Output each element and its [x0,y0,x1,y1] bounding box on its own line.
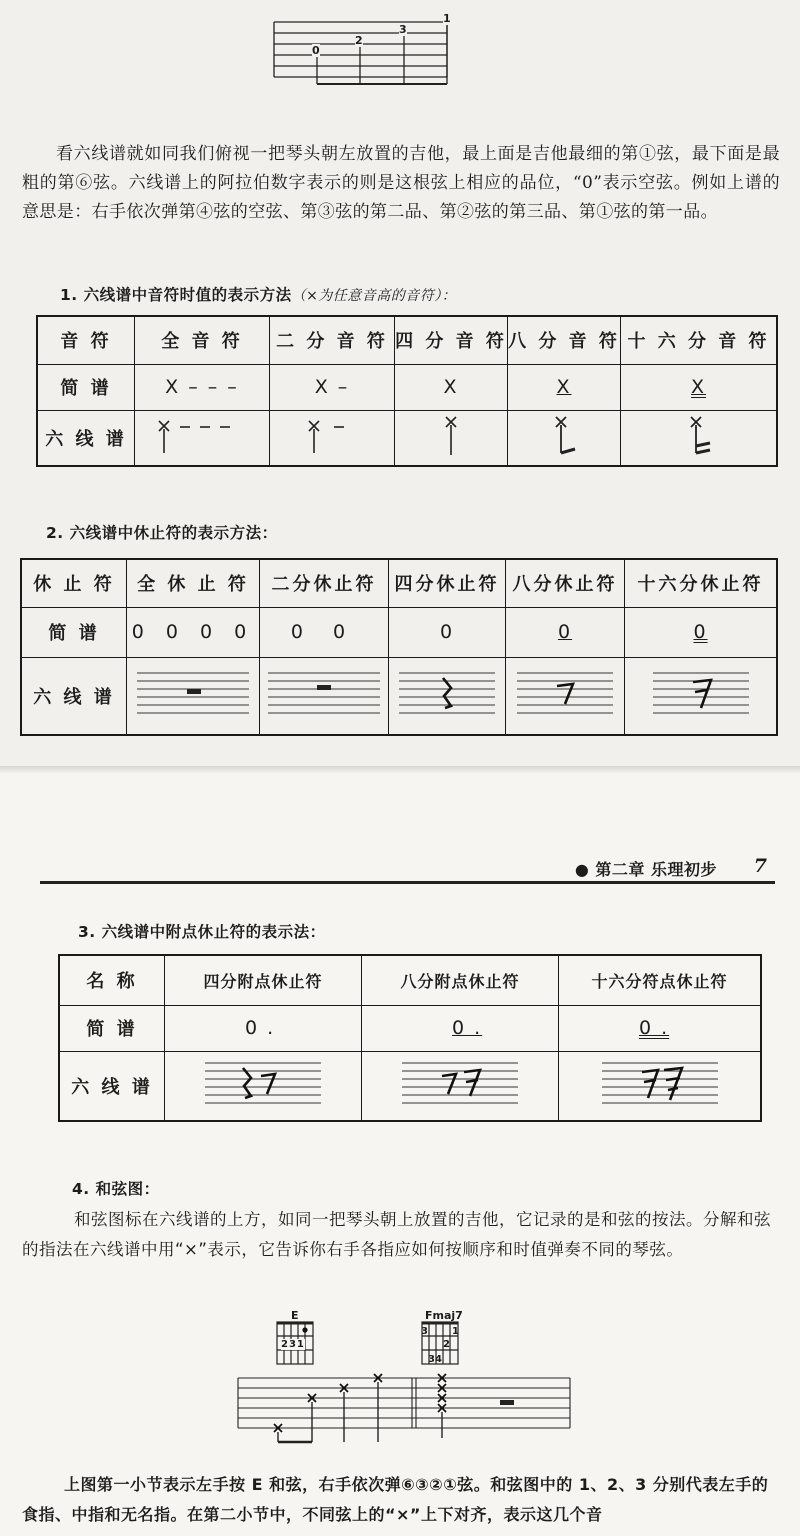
section-2-heading: 2. 六线谱中休止符的表示方法： [46,524,278,542]
eighth-rest-staff [517,668,613,718]
table-header: 四分休止符 [389,559,506,607]
table-header: 四 分 音 符 [395,316,508,364]
row-label: 简 谱 [59,1005,165,1051]
tab-dotted-eighth [362,1051,559,1121]
jianpu-cell: 0 [389,607,506,657]
header-rule [40,881,775,884]
chord-fmaj7-name: Fmaj7 [425,1309,463,1322]
section-1-heading [60,283,456,305]
table-header: 八分休止符 [506,559,625,607]
note-duration-table [36,315,778,467]
jianpu-cell: 0 . [362,1005,559,1051]
table-header: 四分附点休止符 [165,955,362,1005]
dotted-sixteenth-rest-staff [602,1058,718,1108]
tab-symbol-eighth [508,410,621,466]
section-1-title: 1. 六线谱中音符时值的表示方法 [60,286,292,304]
table-header: 八分附点休止符 [362,955,559,1005]
jianpu-cell: 0 . [165,1005,362,1051]
running-head [40,855,775,885]
tab-rest-half [260,657,389,735]
table-header: 二分休止符 [260,559,389,607]
section-4-heading: 4. 和弦图： [72,1180,160,1198]
section-1-note: （×为任意音高的音符）： [291,288,457,304]
half-rest-staff [268,668,380,718]
row-label: 六 线 谱 [21,657,127,735]
closing-paragraph: 上图第一小节表示左手按 E 和弦，右手依次弹⑥③②①弦。和弦图中的 1、2、3 分别代表左手的食指、中指和无名指。在第二小节中，不同弦上的“×”上下对齐，表示这几个音 [22,1475,769,1524]
row-label: 简 谱 [37,364,135,410]
jianpu-cell: X – [270,364,395,410]
tab-symbol-quarter [395,410,508,466]
chord-fmaj7-finger: 3 [421,1326,428,1337]
section-4-paragraph: 和弦图标在六线谱的上方，如同一把琴头朝上放置的吉他，它记录的是和弦的按法。分解和弦的指法在六线谱中用“×”表示，它告诉你右手各指应如何按顺序和时值弹奏不同的琴弦。 [22,1210,771,1259]
table-header: 休 止 符 [21,559,127,607]
table-header: 十 六 分 音 符 [621,316,778,364]
section-3-heading: 3. 六线谱中附点休止符的表示法： [78,923,326,941]
table-header: 二 分 音 符 [270,316,395,364]
chapter-title: ● 第二章 乐理初步 [574,860,717,879]
jianpu-cell: 0 0 0 0 [127,607,260,657]
table-header: 名 称 [59,955,165,1005]
chord-e-fingers: 231 [281,1339,305,1350]
jianpu-cell: 0 [506,607,625,657]
jianpu-cell: X [508,364,621,410]
whole-rest-staff [137,668,249,718]
tab-symbol-half [270,410,395,466]
chord-fmaj7-finger: 2 [443,1339,450,1350]
arpeggio-tab-staff [236,1370,576,1444]
table-header: 全 休 止 符 [127,559,260,607]
tab-dotted-sixteenth [559,1051,762,1121]
table-header: 十六分休止符 [625,559,778,607]
tab-example-staff [272,18,462,88]
quarter-note-tab-symbol [439,413,463,457]
chord-fmaj7-finger: 1 [452,1326,459,1337]
fret-number: 3 [399,23,407,36]
jianpu-cell: X – – – [135,364,270,410]
tab-symbol-sixteenth [621,410,778,466]
fret-number: 1 [443,12,451,25]
table-header: 全 音 符 [135,316,270,364]
jianpu-cell: X [395,364,508,410]
jianpu-cell: 0 0 [260,607,389,657]
row-label: 六 线 谱 [59,1051,165,1121]
dotted-eighth-rest-staff [402,1058,518,1108]
sixteenth-note-tab-symbol [684,413,714,457]
whole-note-tab-symbol [152,413,252,457]
page-number: 7 [753,855,767,877]
intro-paragraph: 看六线谱就如同我们俯视一把琴头朝左放置的吉他，最上面是吉他最细的第①弦，最下面是最粗的第⑥弦。六线谱上的阿拉伯数字表示的则是这根弦上相应的品位，“0”表示空弦。例如上谱的意思是：右手依次弹第④弦的空弦、第③弦的第二品、第②弦的第三品、第①弦的第一品。 [22,144,780,222]
fret-number: 2 [355,34,363,47]
sixteenth-rest-staff [653,668,749,718]
quarter-rest-staff [399,668,495,718]
chord-fmaj7-finger: 34 [428,1354,442,1365]
rest-table [20,558,778,736]
chord-e-name: E [291,1309,299,1322]
table-header: 八 分 音 符 [508,316,621,364]
page-seam [0,766,800,774]
row-label: 简 谱 [21,607,127,657]
dotted-quarter-rest-staff [205,1058,321,1108]
row-label: 六 线 谱 [37,410,135,466]
half-note-tab-symbol [302,413,362,457]
table-header: 十六分符点休止符 [559,955,762,1005]
eighth-note-tab-symbol [549,413,579,457]
tab-dotted-quarter [165,1051,362,1121]
jianpu-cell: X [621,364,778,410]
tab-rest-sixteenth [625,657,778,735]
jianpu-cell: 0 . [559,1005,762,1051]
fret-number: 0 [312,44,320,57]
jianpu-cell: 0 [625,607,778,657]
dotted-rest-table [58,954,762,1122]
tab-rest-quarter [389,657,506,735]
tab-rest-eighth [506,657,625,735]
tab-symbol-whole [135,410,270,466]
table-header: 音 符 [37,316,135,364]
tab-rest-whole [127,657,260,735]
